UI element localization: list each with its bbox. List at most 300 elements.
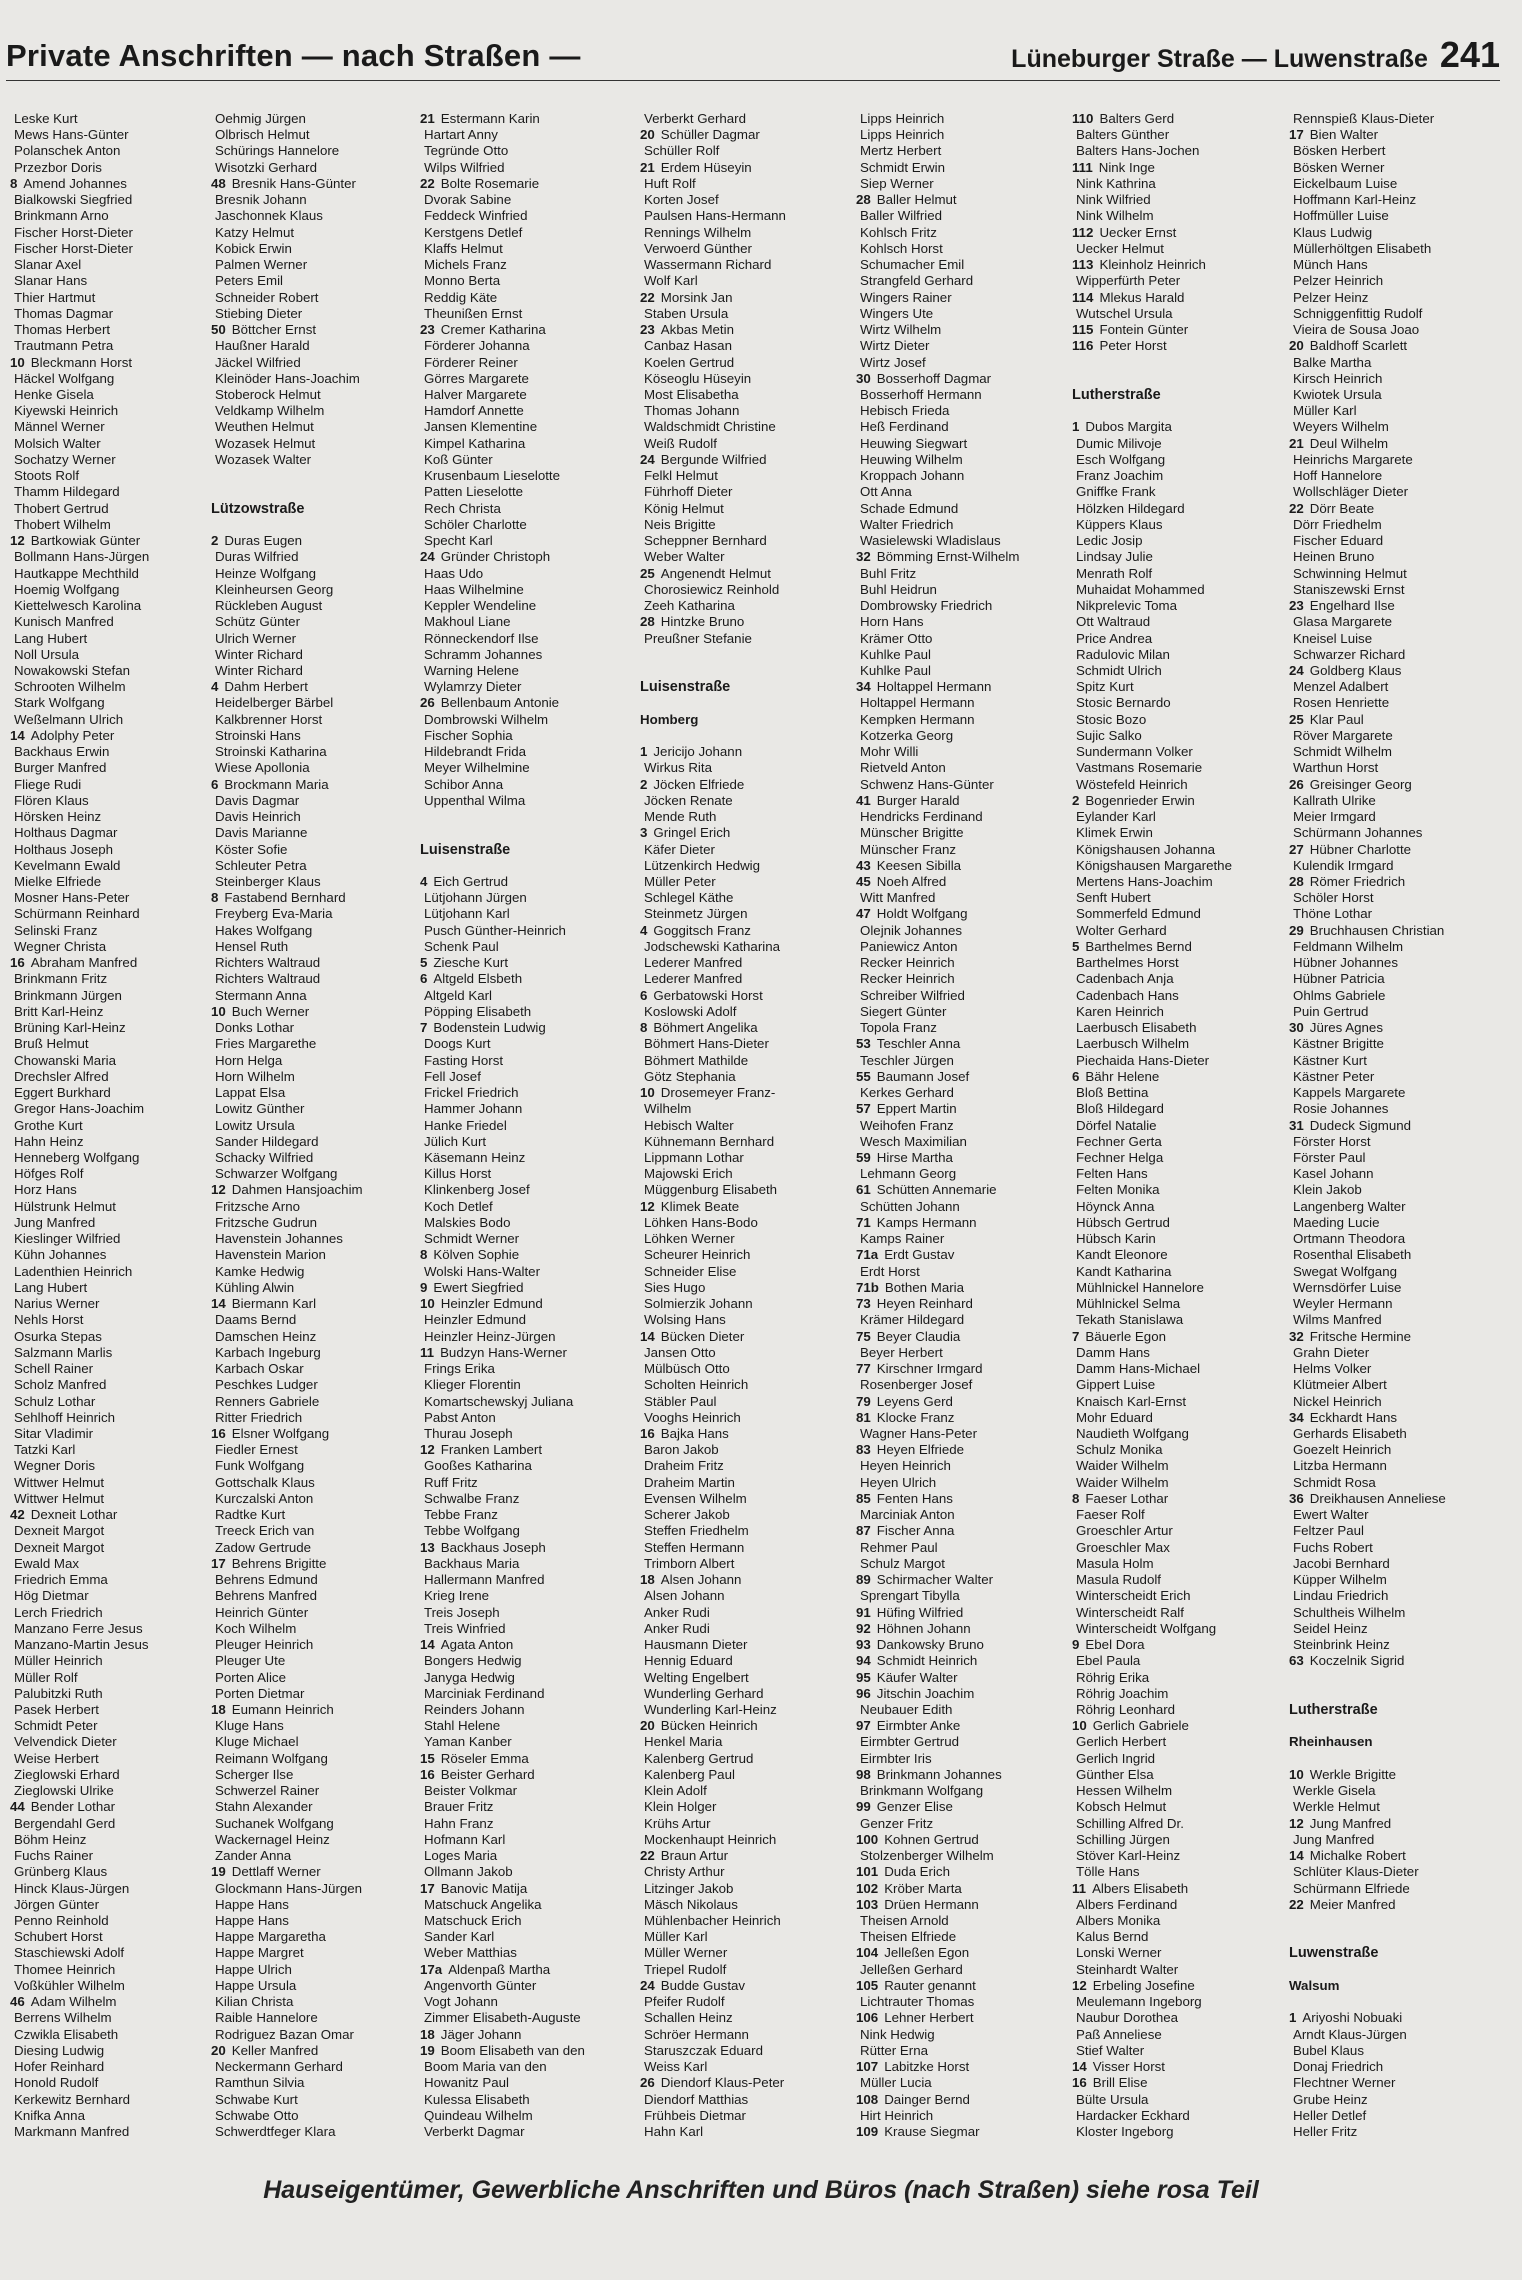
resident-name: Neubauer Edith: [860, 1701, 953, 1717]
directory-entry: [1289, 712, 1497, 728]
directory-entry: [211, 1036, 419, 1052]
directory-entry: [420, 322, 628, 338]
resident-name: Balters Günther: [1076, 127, 1170, 143]
directory-entry: [1289, 1118, 1497, 1134]
resident-name: Happe Ulrich: [215, 1961, 292, 1977]
spacer: [1289, 1913, 1497, 1929]
directory-entry: [211, 1572, 419, 1588]
directory-entry: [640, 1929, 848, 1945]
resident-name: Manzano-Martin Jesus: [14, 1637, 149, 1653]
directory-entry: [420, 2092, 628, 2108]
resident-name: Faeser Lothar: [1085, 1490, 1169, 1506]
directory-entry: [1289, 1361, 1497, 1377]
directory-entry: [420, 338, 628, 354]
house-number: 79: [856, 1393, 871, 1409]
resident-name: Weßelmann Ulrich: [14, 711, 124, 727]
resident-name: Hallermann Manfred: [424, 1572, 545, 1588]
resident-name: Heuwing Siegwart: [860, 435, 968, 451]
house-number: 11: [1072, 1880, 1087, 1896]
resident-name: Hausmann Dieter: [644, 1637, 748, 1653]
directory-entry: [856, 322, 1064, 338]
spacer: [1289, 1994, 1497, 2010]
directory-entry: [211, 1491, 419, 1507]
directory-entry: [211, 273, 419, 289]
directory-entry: [10, 1296, 218, 1312]
resident-name: Wutschel Ursula: [1076, 305, 1173, 321]
house-number: 81: [856, 1409, 871, 1425]
directory-entry: [211, 1718, 419, 1734]
directory-entry: [1072, 647, 1280, 663]
directory-entry: [640, 582, 848, 598]
directory-entry: [640, 1881, 848, 1897]
resident-name: Velvendick Dieter: [14, 1734, 117, 1750]
resident-name: Fischer Anna: [876, 1523, 955, 1539]
directory-entry: [856, 1491, 1064, 1507]
directory-entry: [856, 1507, 1064, 1523]
resident-name: Fell Josef: [424, 1068, 481, 1084]
resident-name: Hanke Friedel: [424, 1117, 507, 1133]
directory-entry: [10, 1702, 218, 1718]
resident-name: Lonski Werner: [1076, 1945, 1162, 1961]
resident-name: Scheurer Heinrich: [644, 1247, 751, 1263]
resident-name: Küppers Klaus: [1076, 516, 1163, 532]
resident-name: Fiedler Ernest: [215, 1442, 298, 1458]
resident-name: Kerstgens Detlef: [424, 224, 523, 240]
resident-name: Banovic Matija: [440, 1880, 528, 1896]
resident-name: Schibor Anna: [424, 776, 504, 792]
resident-name: Hardacker Eckhard: [1076, 2107, 1190, 2123]
resident-name: Noeh Alfred: [876, 874, 947, 890]
directory-entry: [420, 1166, 628, 1182]
house-number: 105: [856, 1977, 879, 1993]
resident-name: Litzba Hermann: [1293, 1458, 1387, 1474]
resident-name: Lipps Heinrich: [860, 127, 945, 143]
resident-name: Happe Margret: [215, 1945, 304, 1961]
resident-name: Tekath Stanislawa: [1076, 1312, 1184, 1328]
resident-name: Burger Manfred: [14, 760, 107, 776]
directory-entry: [856, 1540, 1064, 1556]
directory-entry: [856, 2010, 1064, 2026]
resident-name: Klein Jakob: [1293, 1182, 1362, 1198]
directory-entry: [1289, 1036, 1497, 1052]
resident-name: Schütz Günter: [215, 614, 300, 630]
directory-entry: [10, 403, 218, 419]
resident-name: Raible Hannelore: [215, 2010, 318, 2026]
directory-entry: [1072, 1458, 1280, 1474]
resident-name: Havenstein Marion: [215, 1247, 326, 1263]
directory-entry: [1072, 1215, 1280, 1231]
directory-entry: [1072, 127, 1280, 143]
resident-name: Hülstrunk Helmut: [14, 1198, 116, 1214]
resident-name: Klar Paul: [1309, 711, 1364, 727]
directory-entry: [856, 679, 1064, 695]
directory-entry: [211, 1410, 419, 1426]
resident-name: Brüning Karl-Heinz: [14, 1020, 126, 1036]
resident-name: Schneider Elise: [644, 1263, 737, 1279]
resident-name: Dainger Bernd: [884, 2091, 970, 2107]
resident-name: Schwenz Hans-Günter: [860, 776, 994, 792]
directory-entry: [1289, 1653, 1497, 1669]
directory-entry: [420, 1182, 628, 1198]
resident-name: Fries Margarethe: [215, 1036, 317, 1052]
resident-name: Honold Rudolf: [14, 2075, 99, 2091]
resident-name: Wisotzki Gerhard: [215, 159, 317, 175]
spacer: [420, 809, 628, 825]
resident-name: Müller Rolf: [14, 1669, 78, 1685]
section-title: Private Anschriften — nach Straßen —: [6, 38, 581, 73]
resident-name: Lindau Friedrich: [1293, 1588, 1389, 1604]
resident-name: Stosic Bozo: [1076, 711, 1147, 727]
resident-name: Selinski Franz: [14, 922, 98, 938]
resident-name: Lederer Manfred: [644, 971, 743, 987]
directory-entry: [211, 2010, 419, 2026]
directory-entry: [640, 1816, 848, 1832]
directory-entry: [10, 1978, 218, 1994]
directory-entry: [211, 2043, 419, 2059]
directory-entry: [640, 1394, 848, 1410]
resident-name: Weber Walter: [644, 549, 725, 565]
directory-entry: [1289, 906, 1497, 922]
house-number: 93: [856, 1637, 871, 1653]
directory-entry: [640, 484, 848, 500]
resident-name: Zadow Gertrude: [215, 1539, 312, 1555]
resident-name: Wagner Hans-Peter: [860, 1425, 978, 1441]
resident-name: Veldkamp Wilhelm: [215, 403, 325, 419]
resident-name: Jelleßen Gerhard: [860, 1961, 963, 1977]
directory-entry: [211, 971, 419, 987]
resident-name: Meyer Wilhelmine: [424, 760, 530, 776]
spacer: [1289, 1670, 1497, 1686]
directory-entry: [640, 760, 848, 776]
resident-name: Kandt Katharina: [1076, 1263, 1172, 1279]
resident-name: Boom Elisabeth van den: [440, 2042, 585, 2058]
resident-name: Eumann Heinrich: [231, 1701, 334, 1717]
directory-entry: [10, 1264, 218, 1280]
resident-name: Schürmann Johannes: [1293, 825, 1423, 841]
resident-name: Böhmert Mathilde: [644, 1052, 749, 1068]
resident-name: Münch Hans: [1293, 257, 1368, 273]
house-number: 29: [1289, 922, 1304, 938]
resident-name: Michalke Robert: [1309, 1848, 1406, 1864]
directory-entry: [856, 1605, 1064, 1621]
directory-entry: [10, 241, 218, 257]
resident-name: Kamps Hermann: [876, 1214, 977, 1230]
resident-name: Elsner Wolfgang: [231, 1425, 330, 1441]
resident-name: Rückleben August: [215, 598, 323, 614]
directory-entry: [640, 1264, 848, 1280]
directory-entry: [10, 1394, 218, 1410]
house-number: 6: [420, 971, 428, 987]
directory-entry: [1072, 1994, 1280, 2010]
directory-entry: [211, 955, 419, 971]
resident-name: Behrens Edmund: [215, 1572, 318, 1588]
resident-name: Adam Wilhelm: [30, 1994, 117, 2010]
resident-name: Scherger Ilse: [215, 1766, 294, 1782]
directory-entry: [640, 2027, 848, 2043]
resident-name: Fritzsche Gudrun: [215, 1214, 317, 1230]
resident-name: Kölven Sophie: [433, 1247, 520, 1263]
directory-entry: [640, 1329, 848, 1345]
resident-name: Steinmetz Jürgen: [644, 906, 748, 922]
directory-entry: [856, 338, 1064, 354]
directory-entry: [856, 631, 1064, 647]
resident-name: Schleuter Petra: [215, 857, 307, 873]
directory-entry: [640, 1491, 848, 1507]
resident-name: Schreiber Wilfried: [860, 987, 965, 1003]
directory-entry: [1072, 241, 1280, 257]
resident-name: Molsich Walter: [14, 435, 101, 451]
directory-entry: [420, 1442, 628, 1458]
resident-name: Müllerhöltgen Elisabeth: [1293, 240, 1432, 256]
resident-name: Strangfeld Gerhard: [860, 273, 974, 289]
resident-name: Markmann Manfred: [14, 2124, 130, 2140]
resident-name: Heller Detlef: [1293, 2107, 1367, 2123]
directory-entry: [420, 1475, 628, 1491]
directory-entry: [10, 1150, 218, 1166]
resident-name: Kallrath Ulrike: [1293, 792, 1376, 808]
directory-entry: [10, 1118, 218, 1134]
directory-entry: [211, 890, 419, 906]
directory-entry: [420, 501, 628, 517]
resident-name: Dexneit Margot: [14, 1539, 105, 1555]
directory-entry: [1289, 127, 1497, 143]
resident-name: Kuhlke Paul: [860, 646, 931, 662]
directory-entry: [1072, 1734, 1280, 1750]
directory-entry: [856, 1475, 1064, 1491]
resident-name: Lowitz Günther: [215, 1101, 305, 1117]
resident-name: Michels Franz: [424, 257, 507, 273]
directory-entry: [856, 533, 1064, 549]
directory-entry: [1289, 387, 1497, 403]
directory-entry: [420, 1361, 628, 1377]
directory-entry: [640, 208, 848, 224]
resident-name: Kroppach Johann: [860, 468, 965, 484]
directory-entry: [856, 1458, 1064, 1474]
directory-entry: [856, 874, 1064, 890]
resident-name: Schwalbe Franz: [424, 1490, 520, 1506]
directory-entry: [1289, 436, 1497, 452]
directory-entry: [1072, 825, 1280, 841]
resident-name: Greisinger Georg: [1309, 776, 1412, 792]
directory-entry: [1072, 744, 1280, 760]
resident-name: Schütten Annemarie: [876, 1182, 997, 1198]
directory-entry: [856, 906, 1064, 922]
directory-entry: [1289, 1881, 1497, 1897]
resident-name: Koch Detlef: [424, 1198, 493, 1214]
house-number: 28: [640, 614, 655, 630]
resident-name: Pelzer Heinz: [1293, 289, 1369, 305]
directory-entry: [640, 1215, 848, 1231]
resident-name: Werkle Gisela: [1293, 1783, 1376, 1799]
directory-entry: [640, 1718, 848, 1734]
resident-name: Holdt Wolfgang: [876, 906, 968, 922]
resident-name: Laerbusch Wilhelm: [1076, 1036, 1190, 1052]
directory-entry: [856, 1556, 1064, 1572]
directory-entry: [211, 1523, 419, 1539]
directory-entry: [640, 549, 848, 565]
directory-entry: [1072, 1945, 1280, 1961]
directory-entry: [1289, 1296, 1497, 1312]
directory-entry: [10, 257, 218, 273]
resident-name: Stosic Bernardo: [1076, 695, 1171, 711]
directory-entry: [211, 1069, 419, 1085]
resident-name: Hüfing Wilfried: [876, 1604, 964, 1620]
resident-name: Müggenburg Elisabeth: [644, 1182, 778, 1198]
directory-entry: [640, 1004, 848, 1020]
directory-entry: [1289, 290, 1497, 306]
resident-name: Backhaus Maria: [424, 1555, 520, 1571]
resident-name: Heinzler Edmund: [424, 1312, 526, 1328]
directory-entry: [10, 1767, 218, 1783]
directory-entry: [1072, 1134, 1280, 1150]
resident-name: Adolphy Peter: [30, 727, 115, 743]
resident-name: Wilhelm: [644, 1101, 692, 1117]
resident-name: Schlüter Klaus-Dieter: [1293, 1864, 1419, 1880]
resident-name: Verwoerd Günther: [644, 240, 752, 256]
directory-entry: [1289, 858, 1497, 874]
spacer: [1289, 1929, 1497, 1945]
directory-entry: [1072, 1296, 1280, 1312]
resident-name: Müller Karl: [1293, 403, 1357, 419]
directory-entry: [10, 2059, 218, 2075]
resident-name: Warthun Horst: [1293, 760, 1379, 776]
resident-name: Müller Heinrich: [14, 1653, 103, 1669]
resident-name: Hammer Johann: [424, 1101, 523, 1117]
directory-entry: [420, 939, 628, 955]
resident-name: Königshausen Johanna: [1076, 841, 1215, 857]
house-number: 3: [640, 825, 648, 841]
resident-name: Ziesche Kurt: [433, 955, 509, 971]
resident-name: Erdt Gustav: [884, 1247, 955, 1263]
street-heading: Luisenstraße: [640, 679, 731, 696]
resident-name: Holthaus Joseph: [14, 841, 114, 857]
directory-entry: [211, 1540, 419, 1556]
resident-name: Böhmert Hans-Dieter: [644, 1036, 769, 1052]
directory-entry: [1289, 2092, 1497, 2108]
directory-entry: [640, 1101, 848, 1117]
resident-name: Bialkowski Siegfried: [14, 192, 133, 208]
directory-entry: [1072, 290, 1280, 306]
resident-name: Schallen Heinz: [644, 2010, 733, 2026]
directory-entry: [1072, 436, 1280, 452]
resident-name: Hübner Patricia: [1293, 971, 1385, 987]
directory-entry: [1289, 1848, 1497, 1864]
resident-name: Bösken Herbert: [1293, 143, 1386, 159]
resident-name: Köster Sofie: [215, 841, 288, 857]
resident-name: Preußner Stefanie: [644, 630, 752, 646]
resident-name: Käsemann Heinz: [424, 1150, 526, 1165]
directory-entry: [1289, 2027, 1497, 2043]
directory-entry: [10, 955, 218, 971]
directory-entry: [420, 533, 628, 549]
house-number: 5: [1072, 938, 1080, 954]
house-number: 102: [856, 1880, 879, 1896]
resident-name: Dvorak Sabine: [424, 192, 512, 208]
resident-name: Halver Margarete: [424, 386, 527, 402]
resident-name: Schrooten Wilhelm: [14, 679, 126, 695]
resident-name: Zeeh Katharina: [644, 598, 735, 614]
resident-name: Mertens Hans-Joachim: [1076, 874, 1213, 890]
house-number: 20: [211, 2042, 226, 2058]
directory-entry: [856, 1734, 1064, 1750]
house-number: 34: [856, 679, 871, 695]
directory-entry: [420, 1718, 628, 1734]
directory-entry: [1289, 241, 1497, 257]
resident-name: Schüller Rolf: [644, 143, 720, 159]
resident-name: Sitar Vladimir: [14, 1425, 94, 1441]
directory-entry: [1289, 971, 1497, 987]
resident-name: Nink Wilfried: [1076, 192, 1151, 208]
directory-entry: [1072, 1264, 1280, 1280]
resident-name: Rönneckendorf Ilse: [424, 630, 539, 646]
resident-name: Beister Gerhard: [440, 1766, 535, 1782]
resident-name: Walter Friedrich: [860, 516, 954, 532]
directory-entry: [10, 988, 218, 1004]
directory-entry: [10, 2075, 218, 2091]
house-number: 6: [211, 776, 219, 792]
directory-entry: [640, 501, 848, 517]
directory-entry: [10, 1540, 218, 1556]
house-number: 9: [420, 1279, 428, 1295]
resident-name: Beister Volkmar: [424, 1783, 518, 1799]
resident-name: Beyer Claudia: [876, 1328, 961, 1344]
resident-name: Paniewicz Anton: [860, 938, 958, 954]
resident-name: Ewald Max: [14, 1555, 80, 1571]
directory-entry: [1072, 1702, 1280, 1718]
resident-name: Schacky Wilfried: [215, 1150, 314, 1165]
resident-name: Lederer Manfred: [644, 955, 743, 971]
resident-name: Steffen Friedhelm: [644, 1523, 749, 1539]
directory-entry: [420, 468, 628, 484]
directory-entry: [1289, 1816, 1497, 1832]
directory-entry: [856, 436, 1064, 452]
resident-name: Jaschonnek Klaus: [215, 208, 323, 224]
directory-entry: [420, 1426, 628, 1442]
directory-entry: [640, 403, 848, 419]
directory-entry: [10, 1280, 218, 1296]
resident-name: Helms Volker: [1293, 1361, 1372, 1377]
directory-entry: [856, 1410, 1064, 1426]
directory-entry: [1072, 1832, 1280, 1848]
directory-entry: [420, 306, 628, 322]
directory-entry: [1072, 858, 1280, 874]
resident-name: Gooßes Katharina: [424, 1458, 532, 1474]
directory-entry: [211, 923, 419, 939]
directory-entry: [420, 1410, 628, 1426]
resident-name: Hübsch Gertrud: [1076, 1214, 1170, 1230]
directory-entry: [1072, 1182, 1280, 1198]
directory-entry: [211, 825, 419, 841]
resident-name: Holthaus Dagmar: [14, 825, 118, 841]
resident-name: Winterscheidt Erich: [1076, 1588, 1191, 1604]
resident-name: Gerbatowski Horst: [653, 987, 763, 1003]
directory-entry: [856, 760, 1064, 776]
resident-name: Theisen Arnold: [860, 1913, 949, 1929]
directory-entry: [10, 2043, 218, 2059]
spacer: [640, 663, 848, 679]
directory-entry: [211, 777, 419, 793]
directory-entry: [856, 1994, 1064, 2010]
directory-entry: [211, 403, 419, 419]
resident-name: Staben Ursula: [644, 305, 729, 321]
house-number: 19: [211, 1864, 226, 1880]
directory-entry: [640, 355, 848, 371]
resident-name: Noll Ursula: [14, 646, 80, 662]
directory-entry: [1289, 1572, 1497, 1588]
directory-entry: [420, 1605, 628, 1621]
resident-name: Britt Karl-Heinz: [14, 1003, 104, 1019]
directory-entry: [211, 1199, 419, 1215]
